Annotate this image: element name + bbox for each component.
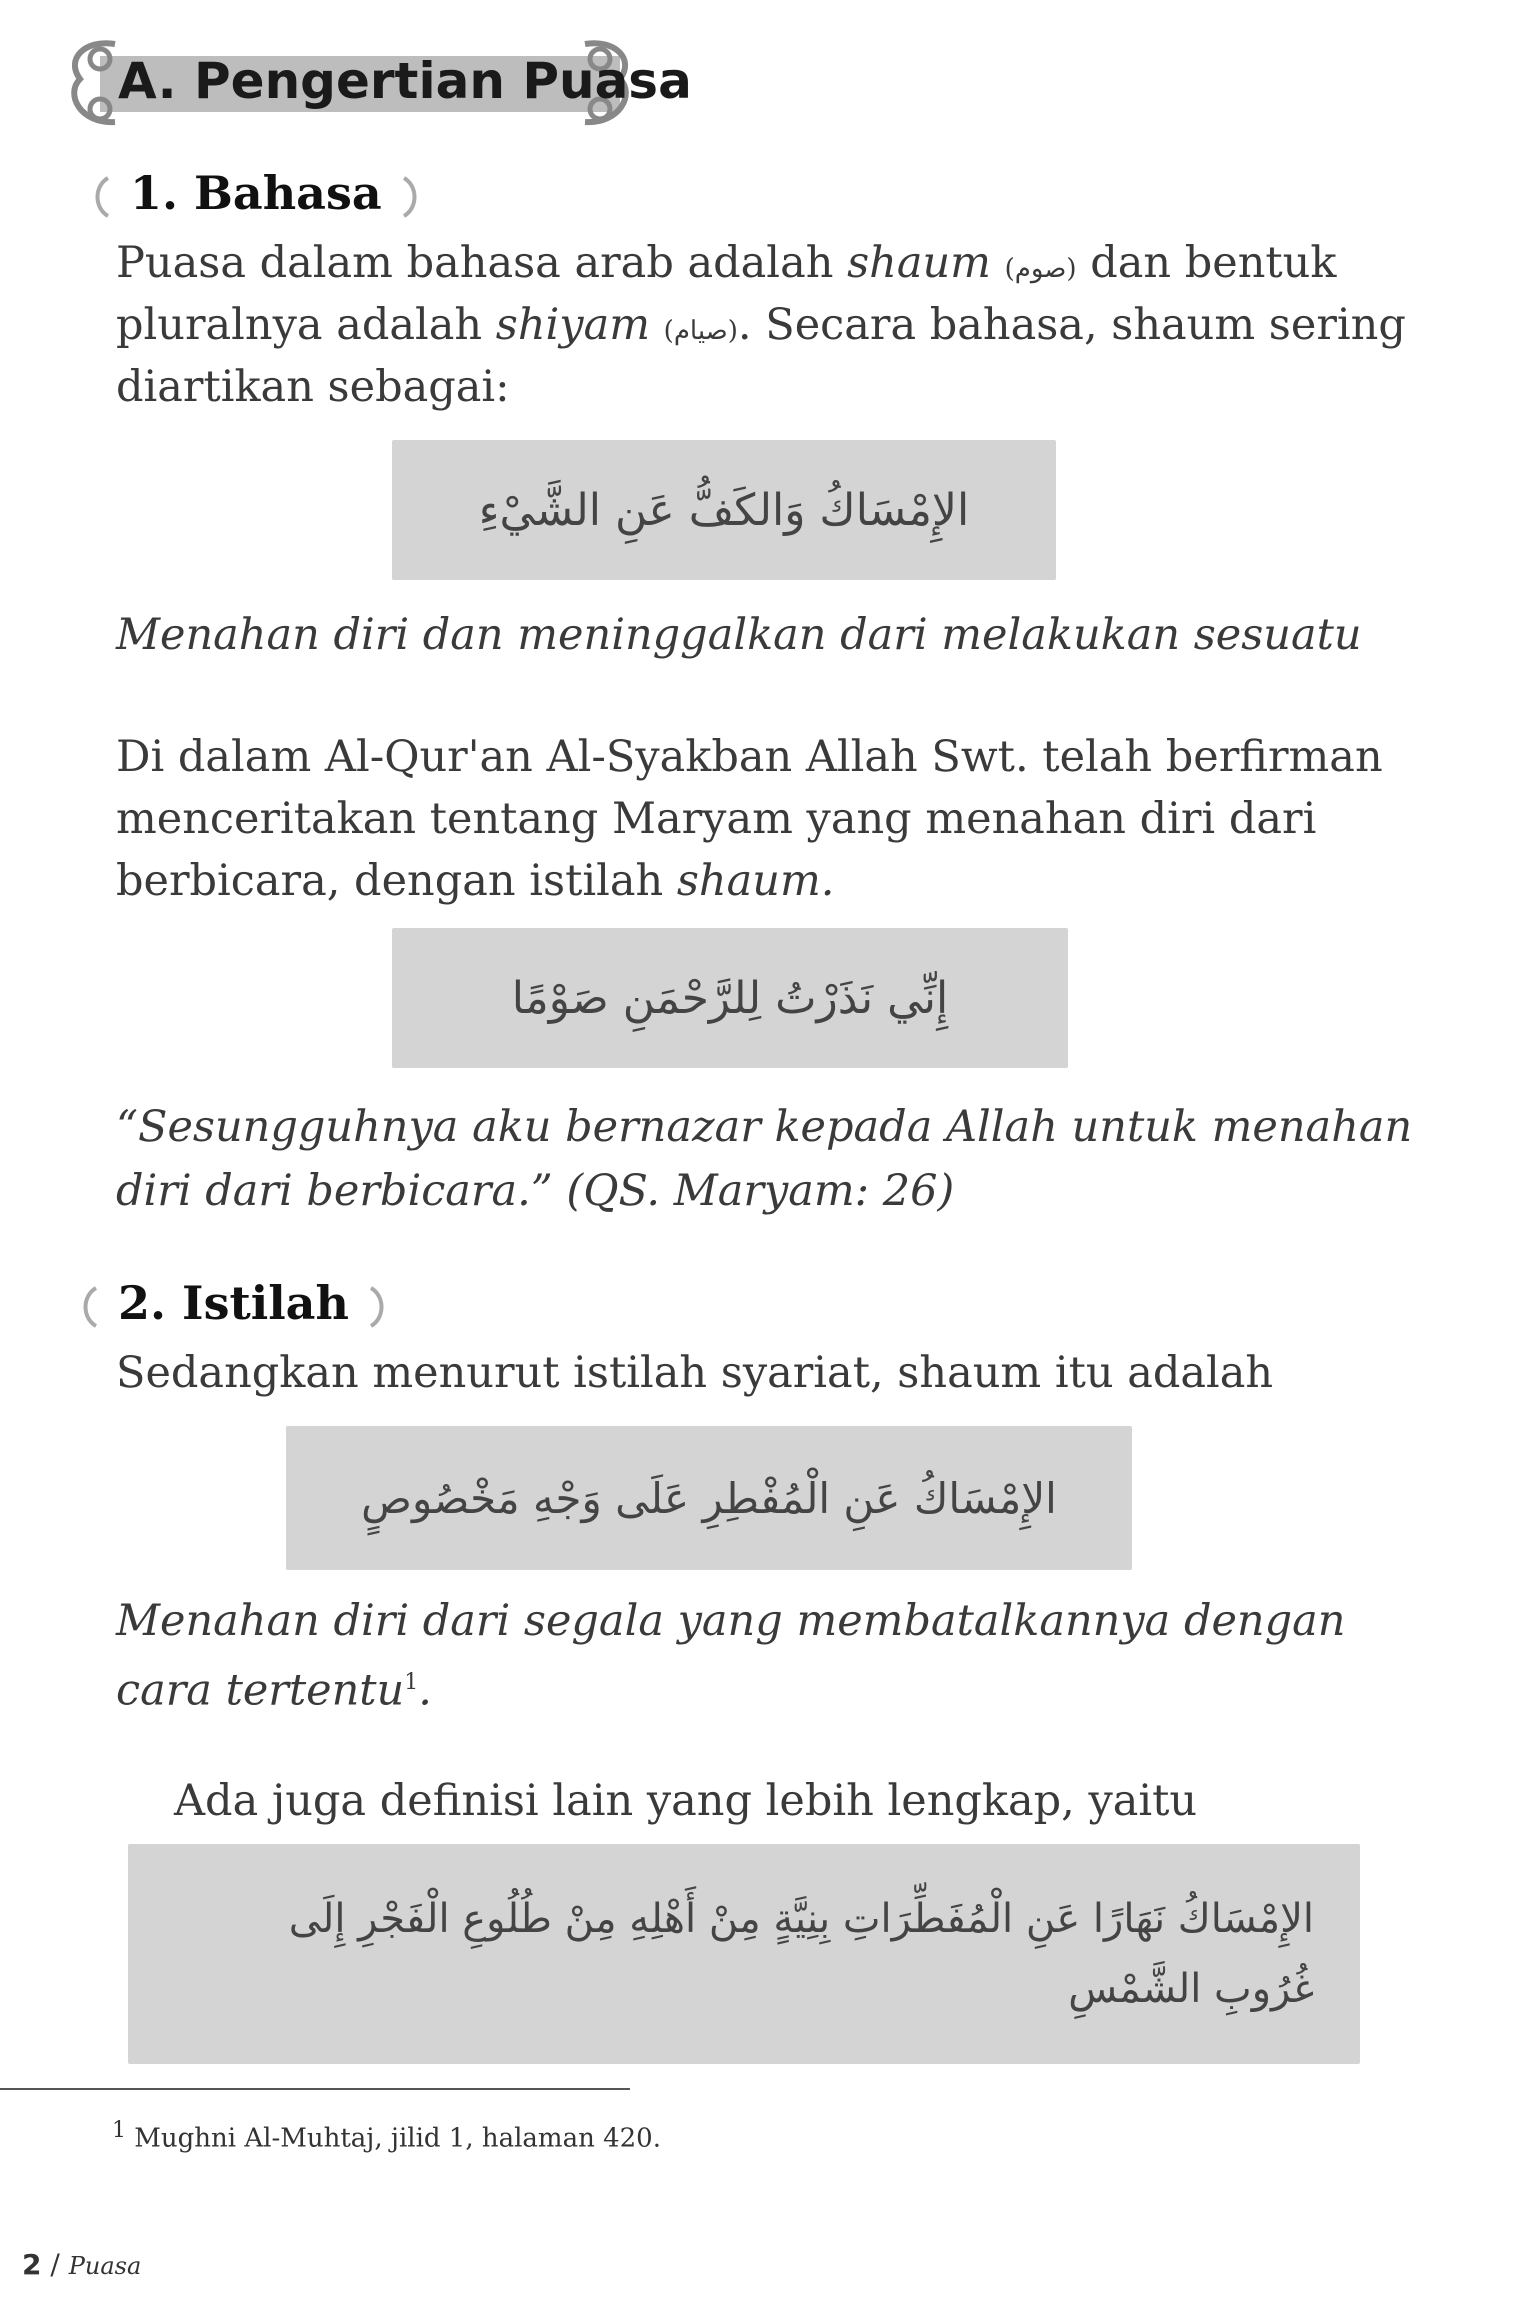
arabic-quote-box bbox=[128, 1844, 1360, 2064]
heading-left-ornament-icon bbox=[88, 174, 114, 220]
text-span: Puasa dalam bahasa arab adalah bbox=[116, 238, 848, 288]
italic-term: shaum. bbox=[676, 856, 835, 906]
text-span: dan bentuk bbox=[1076, 238, 1337, 288]
page-footer bbox=[22, 2248, 141, 2281]
paragraph-line bbox=[116, 294, 1406, 362]
quran-translation: diri dari berbicara.” (QS. Maryam: 26) bbox=[116, 1166, 955, 1216]
section-heading-text: 2. Istilah bbox=[118, 1276, 349, 1330]
chapter-banner bbox=[60, 34, 692, 130]
footnote-divider bbox=[0, 2088, 630, 2090]
paragraph-line: menceritakan tentang Maryam yang menahan diri dari bbox=[116, 794, 1317, 844]
text-span: berbicara, dengan istilah bbox=[116, 856, 677, 906]
footnote-marker[interactable]: 1 bbox=[404, 1670, 419, 1695]
paragraph-line: Di dalam Al-Qur'an Al-Syakban Allah Swt. telah berfirman bbox=[116, 732, 1383, 782]
arabic-quote-box bbox=[392, 928, 1068, 1068]
arabic-quote-box bbox=[392, 440, 1056, 580]
arabic-meaning bbox=[116, 1652, 1356, 1721]
section-heading-text: 1. Bahasa bbox=[130, 166, 382, 220]
section-heading-istilah bbox=[76, 1276, 391, 1330]
section-heading-bahasa bbox=[88, 166, 424, 220]
arabic-text: الإِمْسَاكُ وَالكَفُّ عَنِ الشَّيْءِ bbox=[478, 484, 970, 536]
paragraph-line: diartikan sebagai: bbox=[116, 362, 510, 412]
heading-right-ornament-icon bbox=[365, 1284, 391, 1330]
arabic-text: إِنِّي نَذَرْتُ لِلرَّحْمَنِ صَوْمًا bbox=[511, 972, 949, 1024]
heading-right-ornament-icon bbox=[398, 174, 424, 220]
book-title: Puasa bbox=[68, 2252, 142, 2280]
arabic-quote-box bbox=[286, 1426, 1132, 1570]
paragraph-line: Sedangkan menurut istilah syariat, shaum itu adalah bbox=[116, 1348, 1274, 1398]
arabic-term: (صوم) bbox=[1004, 254, 1077, 284]
chapter-title: A. Pengertian Puasa bbox=[118, 52, 692, 110]
heading-left-ornament-icon bbox=[76, 1284, 102, 1330]
paragraph-line bbox=[116, 232, 1356, 300]
page-number: 2 bbox=[22, 2248, 42, 2281]
footer-separator: / bbox=[41, 2248, 69, 2281]
footnote-number: 1 bbox=[112, 2118, 126, 2143]
quran-translation: “Sesungguhnya aku bernazar kepada Allah untuk menahan bbox=[116, 1102, 1413, 1152]
footnote-text: Mughni Al-Muhtaj, jilid 1, halaman 420. bbox=[134, 2123, 661, 2154]
text-span: cara tertentu bbox=[116, 1665, 405, 1716]
arabic-text: غُرُوبِ الشَّمْسِ bbox=[1068, 1966, 1314, 2012]
paragraph-line: Ada juga definisi lain yang lebih lengkap, yaitu bbox=[174, 1776, 1198, 1826]
text-span: pluralnya adalah bbox=[116, 300, 496, 350]
text-span: . bbox=[418, 1665, 432, 1716]
arabic-text: الإِمْسَاكُ نَهَارًا عَنِ الْمُفَطِّرَاتِ بِنِيَّةٍ مِنْ أَهْلِهِ مِنْ طُلُوعِ الْفَجْرِ إِلَى bbox=[288, 1896, 1314, 1942]
arabic-term: (صيام) bbox=[663, 316, 738, 346]
footnote bbox=[112, 2118, 661, 2154]
arabic-meaning: Menahan diri dan meninggalkan dari melakukan sesuatu bbox=[116, 610, 1362, 660]
italic-term: shiyam bbox=[495, 300, 650, 350]
arabic-text: الإِمْسَاكُ عَنِ الْمُفْطِرِ عَلَى وَجْهِ مَخْصُوصٍ bbox=[361, 1473, 1057, 1523]
arabic-meaning: Menahan diri dari segala yang membatalkannya dengan bbox=[116, 1596, 1346, 1646]
italic-term: shaum bbox=[847, 238, 991, 288]
text-span: . Secara bahasa, shaum sering bbox=[737, 300, 1406, 350]
paragraph-line bbox=[116, 850, 1356, 912]
